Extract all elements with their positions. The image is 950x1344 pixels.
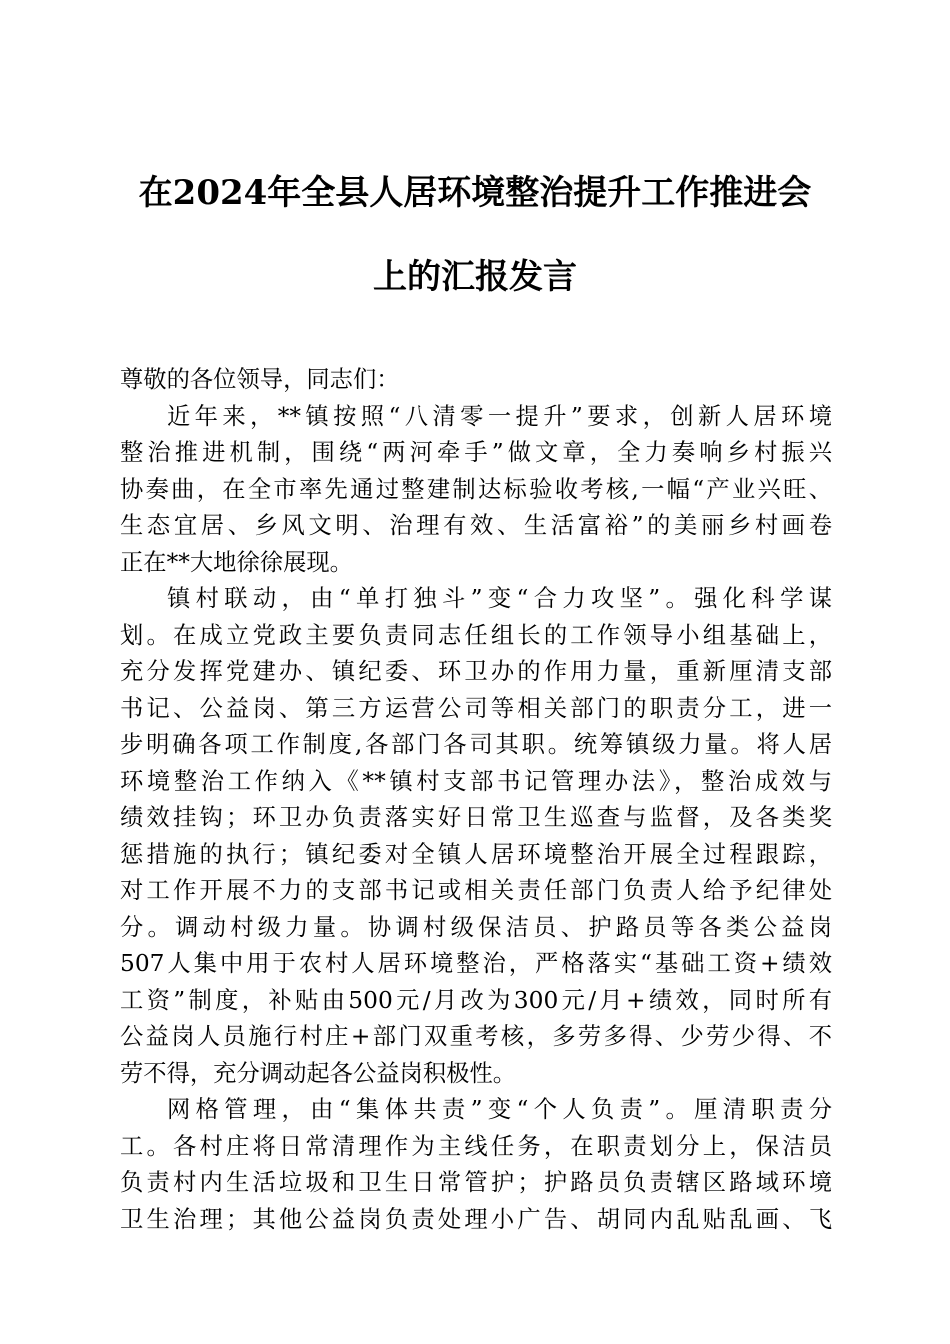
text-line: 负责村内生活垃圾和卫生日常管护；护路员负责辖区路域环境 (120, 1169, 832, 1196)
text-line: 生态宜居、乡风文明、治理有效、生活富裕”的美丽乡村画卷 (120, 512, 832, 539)
paragraph-1 (120, 399, 832, 582)
document-title (100, 151, 850, 319)
document-body (120, 362, 832, 1238)
text-line: 步明确各项工作制度,各部门各司其职。统筹镇级力量。将人居 (120, 731, 832, 758)
text-line: 充分发挥党建办、镇纪委、环卫办的作用力量，重新厘清支部 (120, 658, 832, 685)
text-line: 镇村联动，由“单打独斗”变“合力攻坚”。强化科学谋 (167, 585, 832, 612)
text-line: 对工作开展不力的支部书记或相关责任部门负责人给予纪律处 (120, 877, 832, 904)
text-line: 环境整治工作纳入《**镇村支部书记管理办法》，整治成效与 (120, 767, 832, 795)
text-line: 卫生治理；其他公益岗负责处理小广告、胡同内乱贴乱画、飞 (120, 1205, 832, 1233)
text-line: 整治推进机制，围绕“两河牵手”做文章，全力奏响乡村振兴 (120, 439, 832, 466)
title-line-1: 在2024年全县人居环境整治提升工作推进会 (138, 173, 812, 213)
text-line: 公益岗人员施行村庄+部门双重考核，多劳多得、少劳少得、不 (120, 1023, 832, 1050)
text-line: 劳不得，充分调动起各公益岗积极性。 (120, 1059, 517, 1087)
text-line: 507人集中用于农村人居环境整治，严格落实“基础工资+绩效 (120, 950, 832, 977)
text-line: 协奏曲，在全市率先通过整建制达标验收考核,一幅“产业兴旺、 (120, 475, 832, 503)
text-line: 划。在成立党政主要负责同志任组长的工作领导小组基础上， (120, 621, 832, 649)
text-line: 惩措施的执行；镇纪委对全镇人居环境整治开展全过程跟踪， (120, 840, 832, 868)
text-line: 正在**大地徐徐展现。 (120, 548, 353, 576)
text-line: 分。调动村级力量。协调村级保洁员、护路员等各类公益岗 (120, 913, 832, 941)
text-line: 网格管理，由“集体共责”变“个人负责”。厘清职责分 (167, 1096, 832, 1123)
text-line: 工。各村庄将日常清理作为主线任务，在职责划分上，保洁员 (120, 1132, 832, 1160)
title-line-2: 上的汇报发言 (373, 257, 577, 297)
text-line: 绩效挂钩；环卫办负责落实好日常卫生巡查与监督，及各类奖 (120, 804, 832, 831)
salutation: 尊敬的各位领导，同志们： (120, 366, 400, 393)
paragraph-2 (120, 581, 832, 1092)
text-line: 书记、公益岗、第三方运营公司等相关部门的职责分工，进一 (120, 694, 832, 722)
paragraph-3 (120, 1092, 832, 1238)
text-line: 近年来，**镇按照“八清零一提升”要求，创新人居环境 (167, 402, 832, 430)
text-line: 工资”制度，补贴由500元/月改为300元/月+绩效，同时所有 (120, 986, 832, 1014)
